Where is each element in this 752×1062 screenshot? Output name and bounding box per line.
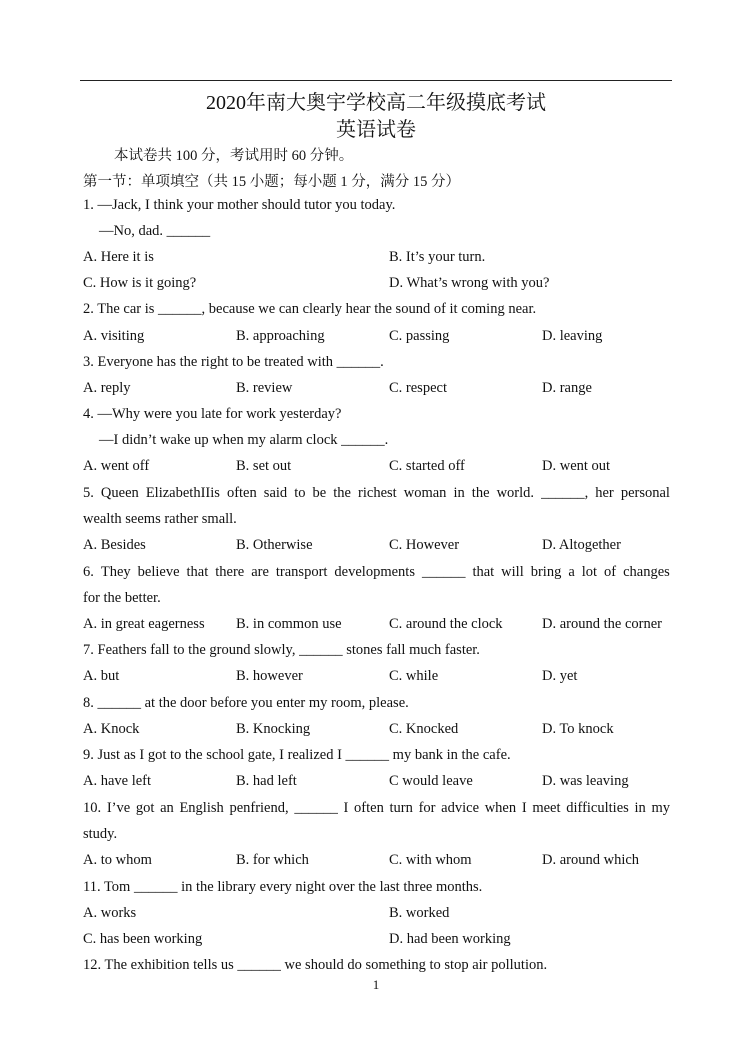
exam-title: 2020年南大奥宇学校高二年级摸底考试 bbox=[206, 92, 546, 114]
question-1-response: —No, dad. ______ bbox=[99, 223, 211, 239]
question-8-option-a: A. Knock bbox=[83, 721, 140, 737]
question-1-option-a: A. Here it is bbox=[83, 249, 154, 265]
question-4-option-c: C. started off bbox=[389, 458, 465, 474]
question-11-option-d: D. had been working bbox=[389, 931, 511, 947]
exam-intro: 本试卷共 100 分，考试用时 60 分钟。 bbox=[114, 148, 354, 164]
question-2-option-d: D. leaving bbox=[542, 328, 603, 344]
question-10-text-continued: study. bbox=[83, 826, 118, 842]
question-9-text: 9. Just as I got to the school gate, I realized I ______ my bank in the cafe. bbox=[83, 747, 511, 763]
question-5-option-d: D. Altogether bbox=[542, 537, 621, 553]
question-4-option-d: D. went out bbox=[542, 458, 611, 474]
question-5-text-continued: wealth seems rather small. bbox=[83, 511, 237, 527]
question-3-option-c: C. respect bbox=[389, 380, 447, 396]
question-8-option-c: C. Knocked bbox=[389, 721, 459, 737]
question-2-option-c: C. passing bbox=[389, 328, 450, 344]
question-5-option-b: B. Otherwise bbox=[236, 537, 313, 553]
question-8-option-b: B. Knocking bbox=[236, 721, 311, 737]
question-4-text: 4. —Why were you late for work yesterday? bbox=[83, 406, 342, 422]
question-12-text: 12. The exhibition tells us ______ we should do something to stop air pollution. bbox=[83, 957, 548, 973]
question-7-text: 7. Feathers fall to the ground slowly, ______ stones fall much faster. bbox=[83, 642, 480, 658]
question-9-option-a: A. have left bbox=[83, 773, 152, 789]
question-11-option-a: A. works bbox=[83, 905, 137, 921]
question-6-text-continued: for the better. bbox=[83, 590, 161, 606]
question-10-option-b: B. for which bbox=[236, 852, 309, 868]
question-2-option-b: B. approaching bbox=[236, 328, 325, 344]
question-7-option-c: C. while bbox=[389, 668, 439, 684]
question-7-option-a: A. but bbox=[83, 668, 120, 684]
question-6-option-c: C. around the clock bbox=[389, 616, 503, 632]
exam-subtitle: 英语试卷 bbox=[336, 119, 416, 141]
question-1-option-c: C. How is it going? bbox=[83, 275, 197, 291]
question-6-text: 6. They believe that there are transport developments ______ that will bring a lot of changes bbox=[83, 564, 670, 580]
question-3-text: 3. Everyone has the right to be treated with ______. bbox=[83, 354, 384, 370]
question-10-text: 10. I’ve got an English penfriend, ______ I often turn for advice when I meet difficulties in my bbox=[83, 800, 670, 816]
header-rule bbox=[80, 80, 672, 81]
question-11-option-b: B. worked bbox=[389, 905, 450, 921]
question-7-option-b: B. however bbox=[236, 668, 303, 684]
question-3-option-b: B. review bbox=[236, 380, 293, 396]
question-4-option-a: A. went off bbox=[83, 458, 150, 474]
question-11-text: 11. Tom ______ in the library every night over the last three months. bbox=[83, 879, 483, 895]
question-1-text: 1. —Jack, I think your mother should tutor you today. bbox=[83, 197, 396, 213]
question-2-text: 2. The car is ______, because we can clearly hear the sound of it coming near. bbox=[83, 301, 537, 317]
question-9-option-c: C would leave bbox=[389, 773, 473, 789]
question-3-option-a: A. reply bbox=[83, 380, 131, 396]
question-3-option-d: D. range bbox=[542, 380, 592, 396]
question-9-option-b: B. had left bbox=[236, 773, 297, 789]
question-4-option-b: B. set out bbox=[236, 458, 292, 474]
question-1-option-d: D. What’s wrong with you? bbox=[389, 275, 550, 291]
section-heading: 第一节：单项填空（共 15 小题；每小题 1 分，满分 15 分） bbox=[83, 174, 460, 190]
question-10-option-c: C. with whom bbox=[389, 852, 472, 868]
question-8-option-d: D. To knock bbox=[542, 721, 614, 737]
question-5-option-a: A. Besides bbox=[83, 537, 146, 553]
question-9-option-d: D. was leaving bbox=[542, 773, 629, 789]
question-10-option-a: A. to whom bbox=[83, 852, 152, 868]
question-2-option-a: A. visiting bbox=[83, 328, 145, 344]
question-11-option-c: C. has been working bbox=[83, 931, 203, 947]
question-1-option-b: B. It’s your turn. bbox=[389, 249, 486, 265]
page-number: 1 bbox=[372, 977, 380, 992]
question-7-option-d: D. yet bbox=[542, 668, 578, 684]
question-6-option-d: D. around the corner bbox=[542, 616, 662, 632]
question-6-option-b: B. in common use bbox=[236, 616, 342, 632]
question-5-option-c: C. However bbox=[389, 537, 460, 553]
question-6-option-a: A. in great eagerness bbox=[83, 616, 205, 632]
question-10-option-d: D. around which bbox=[542, 852, 640, 868]
question-8-text: 8. ______ at the door before you enter my room, please. bbox=[83, 695, 409, 711]
question-4-response: —I didn’t wake up when my alarm clock ______. bbox=[99, 432, 389, 448]
question-5-text: 5. Queen ElizabethIIis often said to be the richest woman in the world. ______, her personal bbox=[83, 485, 670, 501]
